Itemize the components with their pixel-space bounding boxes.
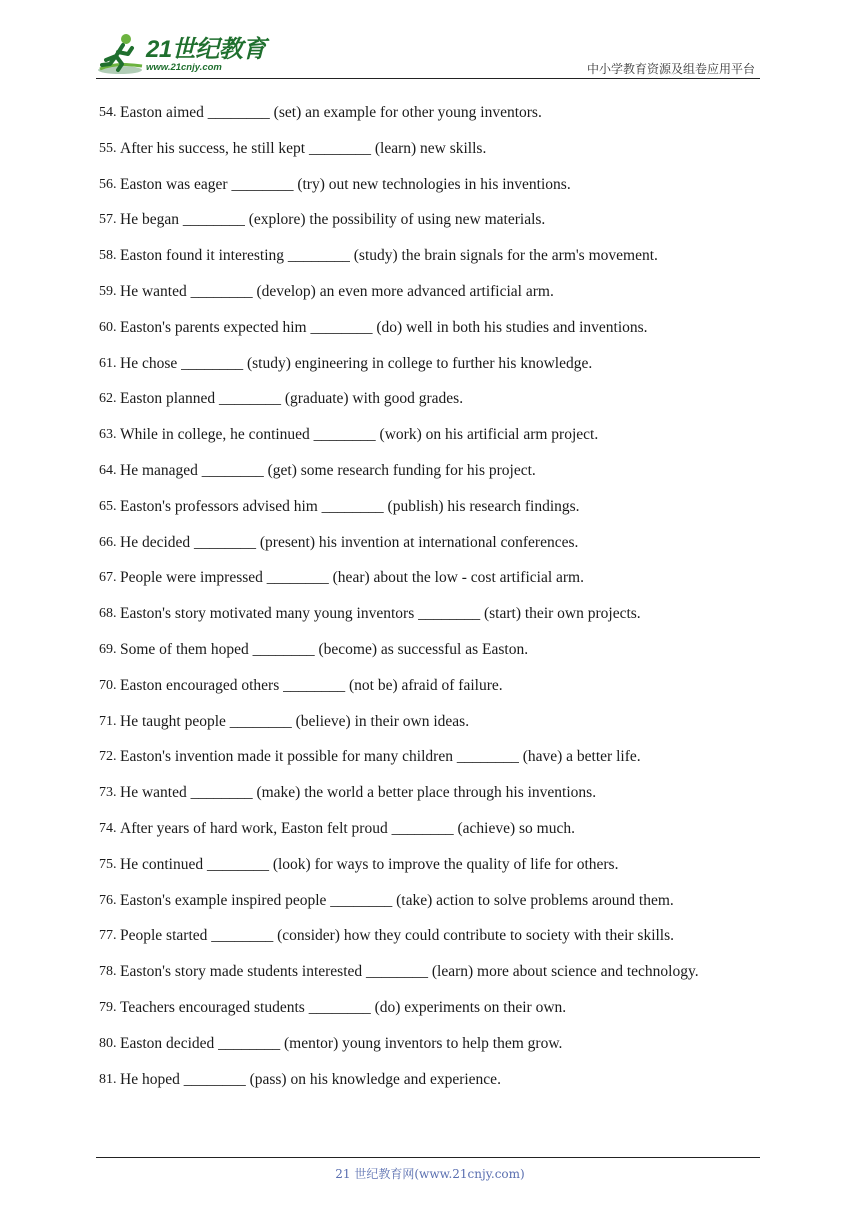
question-number: 79. (99, 999, 117, 1015)
question-item (99, 672, 749, 699)
question-item (99, 421, 749, 448)
question-text: He decided ________ (present) his invention at international conferences. (120, 533, 579, 551)
question-text: Easton's professors advised him ________ (publish) his research findings. (120, 497, 580, 515)
question-text: Easton decided ________ (mentor) young inventors to help them grow. (120, 1034, 563, 1052)
question-text: He hoped ________ (pass) on his knowledge and experience. (120, 1070, 501, 1088)
question-number: 65. (99, 498, 117, 514)
question-text: People were impressed ________ (hear) about the low - cost artificial arm. (120, 569, 584, 587)
question-item (99, 171, 749, 198)
platform-title: 中小学教育资源及组卷应用平台 (586, 62, 755, 76)
question-number: 70. (99, 677, 117, 693)
question-item (99, 457, 749, 484)
question-number: 71. (99, 713, 117, 729)
question-number: 76. (99, 892, 117, 908)
question-number: 54. (99, 105, 117, 120)
question-text: Easton was eager ________ (try) out new technologies in his inventions. (120, 175, 571, 193)
question-item (99, 708, 749, 735)
question-item (99, 99, 749, 126)
question-number: 77. (99, 928, 117, 944)
question-item (99, 815, 749, 842)
question-item (99, 600, 749, 627)
question-text: Easton's parents expected him ________ (do) well in both his studies and inventions. (120, 318, 648, 336)
question-number: 68. (99, 606, 117, 622)
question-item (99, 278, 749, 305)
question-item (99, 958, 749, 985)
question-item (99, 922, 749, 949)
question-number: 75. (99, 856, 117, 872)
question-number: 78. (99, 964, 117, 980)
question-text: Easton's story made students interested ________ (learn) more about science and technology. (120, 963, 699, 981)
question-text: Easton found it interesting ________ (study) the brain signals for the arm's movement. (120, 247, 658, 265)
question-number: 66. (99, 534, 117, 550)
question-item (99, 493, 749, 520)
question-text: Easton encouraged others ________ (not be) afraid of failure. (120, 676, 503, 694)
question-number: 69. (99, 641, 117, 657)
question-item (99, 636, 749, 663)
question-item (99, 385, 749, 412)
question-text: He chose ________ (study) engineering in college to further his knowledge. (120, 354, 593, 372)
question-number: 72. (99, 749, 117, 765)
question-text: He wanted ________ (make) the world a better place through his inventions. (120, 784, 597, 802)
question-number: 58. (99, 248, 117, 264)
question-item (99, 314, 749, 341)
question-text: He taught people ________ (believe) in their own ideas. (120, 712, 470, 730)
question-item (99, 779, 749, 806)
question-item (99, 887, 749, 914)
question-number: 57. (99, 212, 117, 228)
runner-icon (96, 32, 146, 76)
question-item (99, 851, 749, 878)
question-number: 62. (99, 391, 117, 407)
question-item (99, 994, 749, 1021)
question-text: People started ________ (consider) how they could contribute to society with their skills. (120, 927, 675, 945)
question-item (99, 564, 749, 591)
page-header (96, 30, 760, 79)
question-text: He wanted ________ (develop) an even more advanced artificial arm. (120, 282, 554, 300)
question-item (99, 743, 749, 770)
question-text: Easton aimed ________ (set) an example for other young inventors. (120, 104, 542, 121)
question-number: 80. (99, 1035, 117, 1051)
question-number: 81. (99, 1071, 117, 1087)
question-number: 74. (99, 820, 117, 836)
question-item (99, 135, 749, 162)
footer-divider (96, 1157, 760, 1158)
question-text: After years of hard work, Easton felt proud ________ (achieve) so much. (120, 819, 575, 837)
logo-text: 21世纪教育 (146, 36, 266, 63)
footer-text: 21 世纪教育网(www.21cnjy.com) (335, 1167, 525, 1181)
question-text: Easton planned ________ (graduate) with good grades. (120, 390, 464, 408)
question-item (99, 242, 749, 269)
question-text: Easton's story motivated many young inventors ________ (start) their own projects. (120, 605, 641, 623)
question-text: He began ________ (explore) the possibility of using new materials. (120, 211, 546, 229)
question-number: 61. (99, 355, 117, 371)
question-text: He continued ________ (look) for ways to improve the quality of life for others. (120, 855, 619, 873)
question-text: While in college, he continued ________ (work) on his artificial arm project. (120, 426, 599, 444)
site-logo (96, 32, 266, 76)
question-number: 55. (99, 140, 117, 156)
question-item (99, 350, 749, 377)
question-text: Easton's invention made it possible for many children ________ (have) a better life. (120, 748, 641, 766)
question-number: 56. (99, 176, 117, 192)
question-number: 60. (99, 319, 117, 335)
question-number: 63. (99, 427, 117, 443)
question-number: 67. (99, 570, 117, 586)
question-item (99, 1030, 749, 1057)
question-text: After his success, he still kept ________ (learn) new skills. (120, 139, 487, 157)
question-text: Easton's example inspired people ________ (take) action to solve problems around them. (120, 891, 674, 909)
question-text: Some of them hoped ________ (become) as successful as Easton. (120, 640, 529, 658)
question-text: Teachers encouraged students ________ (do) experiments on their own. (120, 998, 567, 1016)
question-item (99, 206, 749, 233)
question-number: 73. (99, 785, 117, 801)
question-number: 64. (99, 462, 117, 478)
question-item (99, 529, 749, 556)
question-number: 59. (99, 283, 117, 299)
question-item (99, 1066, 749, 1093)
logo-url: www.21cnjy.com (146, 62, 222, 73)
question-list (99, 99, 749, 1101)
question-text: He managed ________ (get) some research funding for his project. (120, 461, 536, 479)
